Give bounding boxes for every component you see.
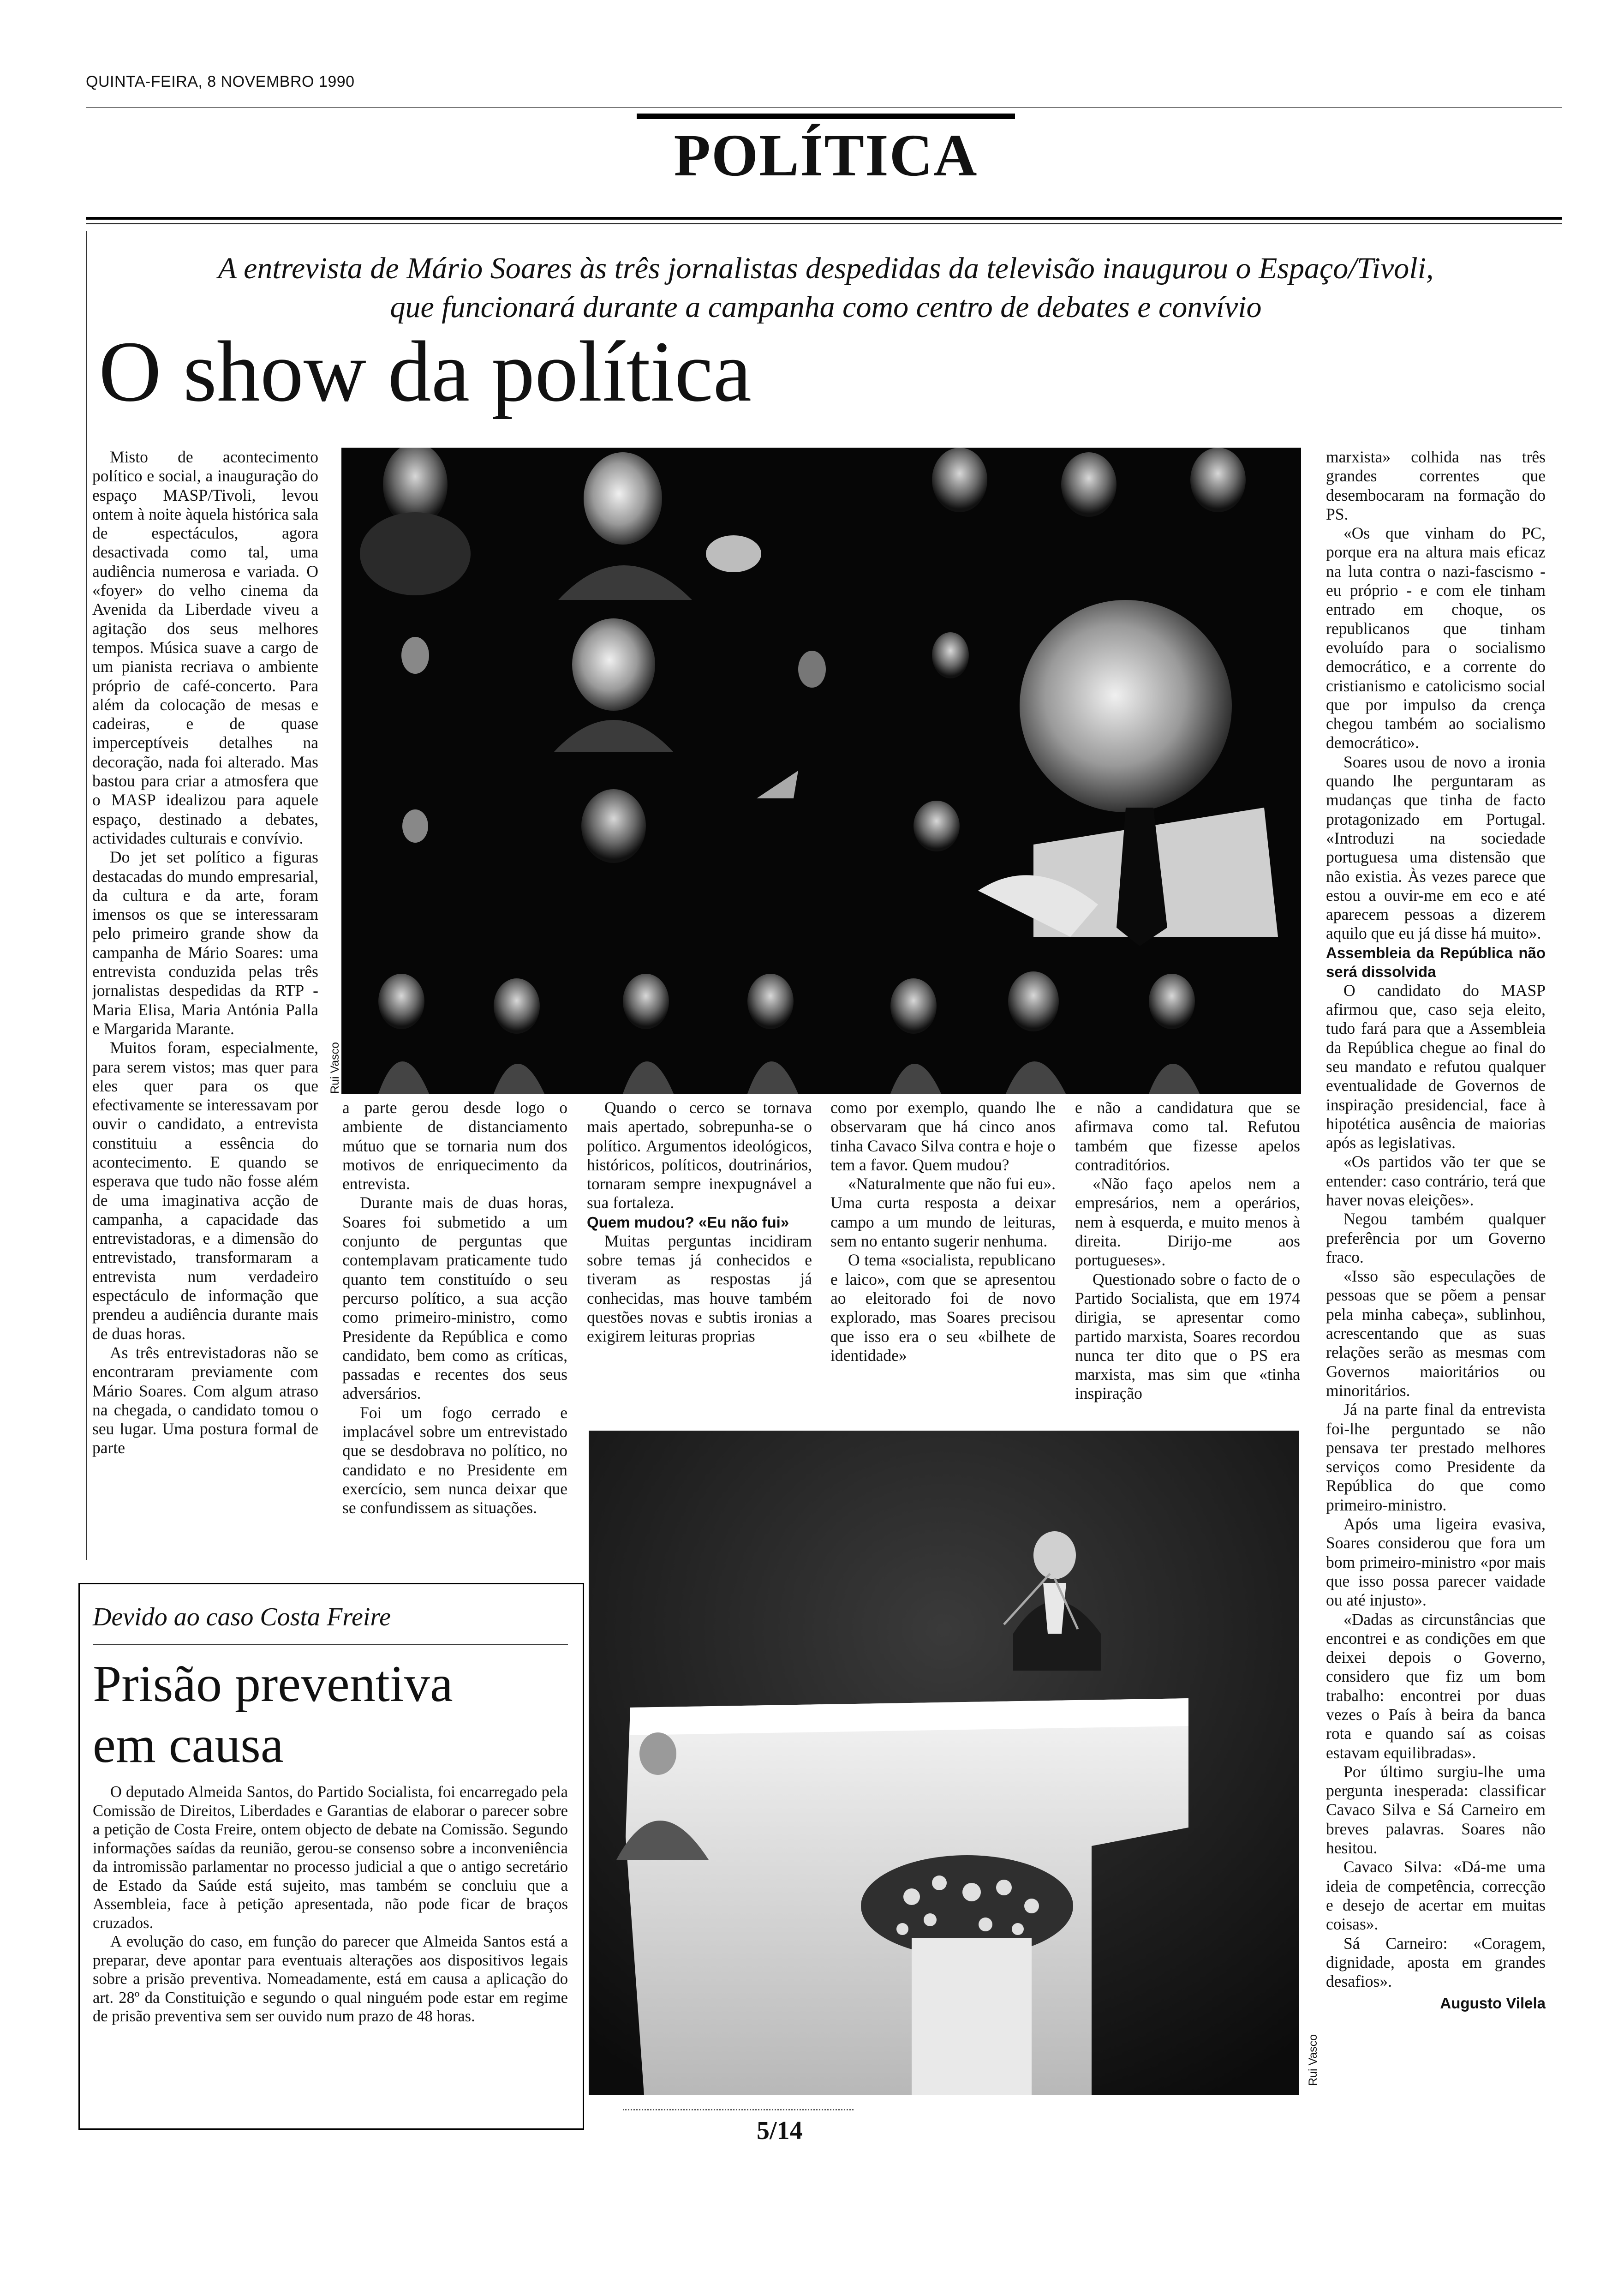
paragraph: Soares usou de novo a ironia quando lhe perguntaram as mudanças que tinha de facto protagonizado em Portugal. «Introduzi na sociedade portuguesa uma distensão que não existia. Às vezes parece que estou a ouvir-me em eco e até aparecem pessoas a dizerem aquilo que eu já disse há muito». [1326, 752, 1546, 943]
paragraph: Foi um fogo cerrado e implacável sobre um entrevistado que se desdobrava no político, no candidato e no Presidente em exercício, sem nunca deixar que se confundissem as situações. [342, 1403, 567, 1517]
paragraph: Muitas perguntas incidiram sobre temas já conhecidos e tiveram as respostas já conhecidas, mas houve também questões novas e subtis ironias a exigirem leituras proprias [587, 1231, 812, 1346]
article-column-3 [587, 1098, 812, 1346]
article-deck [92, 249, 1559, 327]
paragraph: Por último surgiu-lhe uma pergunta inesperada: classificar Cavaco Silva e Sá Carneiro em breves palavras. Soares não hesitou. [1326, 1762, 1546, 1858]
paragraph: As três entrevistadoras não se encontraram previamente com Mário Soares. Com algum atraso na chegada, o candidato tomou o seu lugar. Uma postura formal de parte [92, 1343, 318, 1457]
subhead-assembleia: Assembleia da República não será dissolvida [1326, 944, 1546, 980]
photo-podium-image [589, 1431, 1299, 2095]
header-rule-thin [86, 223, 1562, 224]
paragraph: Negou também qualquer preferência por um Governo fraco. [1326, 1210, 1546, 1266]
photo-credit-bottom: Rui Vasco [1307, 2034, 1320, 2086]
deck-line-2: que funcionará durante a campanha como centro de debates e convívio [390, 290, 1262, 324]
photo-soares-podium [589, 1431, 1299, 2095]
paragraph: O candidato do MASP afirmou que, caso seja eleito, tudo fará para que a Assembleia da República chegue ao final do seu mandato e refutou qualquer eventualidade de Governos de inspiração presidencial, face à hipotética ausência de maiorias após as legislativas. [1326, 981, 1546, 1152]
paragraph: O tema «socialista, republicano e laico», com que se apresentou ao eleitorado foi de novo explorado, mas Soares precisou que isso era o seu «bilhete de identidade» [830, 1251, 1056, 1365]
article-column-4 [830, 1098, 1056, 1365]
paragraph: Durante mais de duas horas, Soares foi submetido a um conjunto de perguntas que contemplavam praticamente tudo quanto tem constituído o seu percurso político, a sua acção como primeiro-ministro, como Presidente da República e como candidato, bem como as críticas, passadas e recentes dos seus adversários. [342, 1193, 567, 1403]
paragraph: a parte gerou desde logo o ambiente de distanciamento mútuo que se tornaria num dos motivos de enriquecimento da entrevista. [342, 1098, 567, 1193]
paragraph: «Isso são especulações de pessoas que se põem a pensar pela minha cabeça», sublinhou, acrescentando que as suas relações serão as mesmas com Governos maioritários ou minoritários. [1326, 1267, 1546, 1400]
page-number: 5/14 [757, 2116, 803, 2145]
box-body [93, 1783, 568, 2026]
box-headline-line-1: Prisão preventiva [93, 1655, 453, 1713]
box-rule [93, 1644, 568, 1645]
box-article [78, 1583, 584, 2130]
footer-rule [623, 2109, 854, 2111]
header-rule-thick [86, 217, 1562, 220]
page-date: QUINTA-FEIRA, 8 NOVEMBRO 1990 [86, 73, 355, 90]
paragraph: Muitos foram, especialmente, para serem vistos; mas quer para eles quer para os que efectivamente se interessavam por ouvir o candidato, a entrevista constituiu a essência do acontecimento. E quando se esperava que tudo não fosse além de uma imaginativa acção de campanha, a capacidade das entrevistadoras, e a dimensão do entrevistado, transformaram a entrevista num verdadeiro espectáculo de informação que prendeu a audiência durante mais de duas horas. [92, 1038, 318, 1343]
subhead-quem-mudou: Quem mudou? «Eu não fui» [587, 1213, 789, 1231]
paragraph: Do jet set político a figuras destacadas do mundo empresarial, da cultura e da arte, foram imensos os que se interessaram pelo primeiro grande show da campanha de Mário Soares: uma entrevista conduzida pelas três jornalistas despedidas da RTP - Maria Elisa, Maria Antónia Palla e Margarida Marante. [92, 848, 318, 1038]
article-column-2 [342, 1098, 567, 1518]
paragraph: Após uma ligeira evasiva, Soares considerou que fora um bom primeiro-ministro «por mais que isso possa parecer vaidade ou até injusto». [1326, 1515, 1546, 1610]
article-left-border [86, 231, 87, 1560]
paragraph: «Não faço apelos nem a empresários, nem a operários, nem à esquerda, e muito menos à direita. Dirijo-me aos portugueses». [1075, 1174, 1300, 1270]
article-right-column [1326, 448, 1546, 2013]
author-byline: Augusto Vilela [1440, 1995, 1546, 2012]
paragraph: Misto de acontecimento político e social, a inauguração do espaço MASP/Tivoli, levou ontem à noite àquela histórica sala de espectáculos, agora desactivada como tal, uma audiência numerosa e variada. O «foyer» do velho cinema da Avenida da Liberdade viveu a agitação dos seus melhores tempos. Música suave a cargo de um pianista recriava o ambiente próprio de café-concerto. Para além da colocação de mesas e cadeiras, e de quase imperceptíveis detalhes na decoração, nada foi alterado. Mas bastou para criar a atmosfera que o MASP idealizou para aquele espaço, destinado a debates, actividades culturais e convívio. [92, 448, 318, 847]
photo-sequence-image [341, 448, 1301, 1094]
paragraph: «Naturalmente que não fui eu». Uma curta resposta a deixar campo a um mundo de leituras, sem no entanto sugerir nenhuma. [830, 1174, 1056, 1251]
photo-credit-top: Rui Vasco [328, 1042, 341, 1094]
paragraph: como por exemplo, quando lhe observaram que há cinco anos tinha Cavaco Silva contra e hoje o tem a favor. Quem mudou? [830, 1098, 1056, 1174]
paragraph: O deputado Almeida Santos, do Partido Socialista, foi encarregado pela Comissão de Direitos, Liberdades e Garantias de elaborar o parecer sobre a petição de Costa Freire, ontem objecto de debate na Comissão. Segundo informações saídas da reunião, gerou-se consenso sobre a inconveniência da intromissão parlamentar no processo judicial a que o antigo secretário de Estado da Saúde está sujeito, mas também se concluiu que a Assembleia, face à petição apresentada, não pode ficar de braços cruzados. [93, 1783, 568, 1932]
paragraph: e não a candidatura que se afirmava como tal. Refutou também que fizesse apelos contraditórios. [1075, 1098, 1300, 1174]
header-rule-top [86, 107, 1562, 108]
article-column-5 [1075, 1098, 1300, 1403]
paragraph: Quando o cerco se tornava mais apertado, sobrepunha-se o político. Argumentos ideológicos, históricos, políticos, doutrinários, tornaram sempre inexpugnável a sua fortaleza. [587, 1098, 812, 1212]
paragraph: «Dadas as circunstâncias que encontrei e as condições em que deixei depois o Governo, considero que fiz um bom trabalho: encontrei por duas vezes o País à beira da banca rota e quando saí as coisas estavam equilibradas». [1326, 1610, 1546, 1762]
paragraph: Já na parte final da entrevista foi-lhe perguntado se não pensava ter prestado melhores serviços como Presidente da República do que como primeiro-ministro. [1326, 1400, 1546, 1514]
box-headline-line-2: em causa [93, 1716, 284, 1774]
deck-line-1: A entrevista de Mário Soares às três jornalistas despedidas da televisão inaugurou o Espaço/Tivoli, [218, 252, 1434, 285]
section-bar [637, 114, 1015, 119]
section-title: POLÍTICA [674, 122, 978, 189]
box-headline [93, 1654, 453, 1775]
article-column-1 [92, 448, 318, 1458]
paragraph: Questionado sobre o facto de o Partido Socialista, que em 1974 dirigia, se apresentar como partido marxista, Soares recordou nunca ter dito que o PS era marxista, mas sim que «tinha inspiração [1075, 1270, 1300, 1403]
paragraph: «Os que vinham do PC, porque era na altura mais eficaz na luta contra o nazi-fascismo - eu próprio - e com ele tinham entrado em choque, os republicanos que tinham evoluído para o socialismo democrático, e a corrente do cristianismo e catolicismo social que por impulso da crença chegou também ao socialismo democrático». [1326, 524, 1546, 752]
paragraph: «Os partidos vão ter que se entender: caso contrário, terá que haver novas eleições». [1326, 1152, 1546, 1209]
paragraph: Cavaco Silva: «Dá-me uma ideia de competência, correcção e desejo de acertar em muitas coisas». [1326, 1858, 1546, 1934]
paragraph: Sá Carneiro: «Coragem, dignidade, aposta em grandes desafios». [1326, 1934, 1546, 1991]
article-headline: O show da política [99, 323, 752, 419]
photo-sequence-soares [341, 448, 1301, 1094]
paragraph: A evolução do caso, em função do parecer que Almeida Santos está a preparar, deve apontar para eventuais alterações aos dispositivos legais sobre a prisão preventiva. Nomeadamente, está em causa a aplicação do art. 28º da Constituição e segundo o qual ninguém pode estar em regime de prisão preventiva sem ser ouvido num prazo de 48 horas. [93, 1933, 568, 2025]
box-kicker: Devido ao caso Costa Freire [93, 1603, 391, 1631]
paragraph: marxista» colhida nas três grandes correntes que desembocaram na formação do PS. [1326, 448, 1546, 523]
